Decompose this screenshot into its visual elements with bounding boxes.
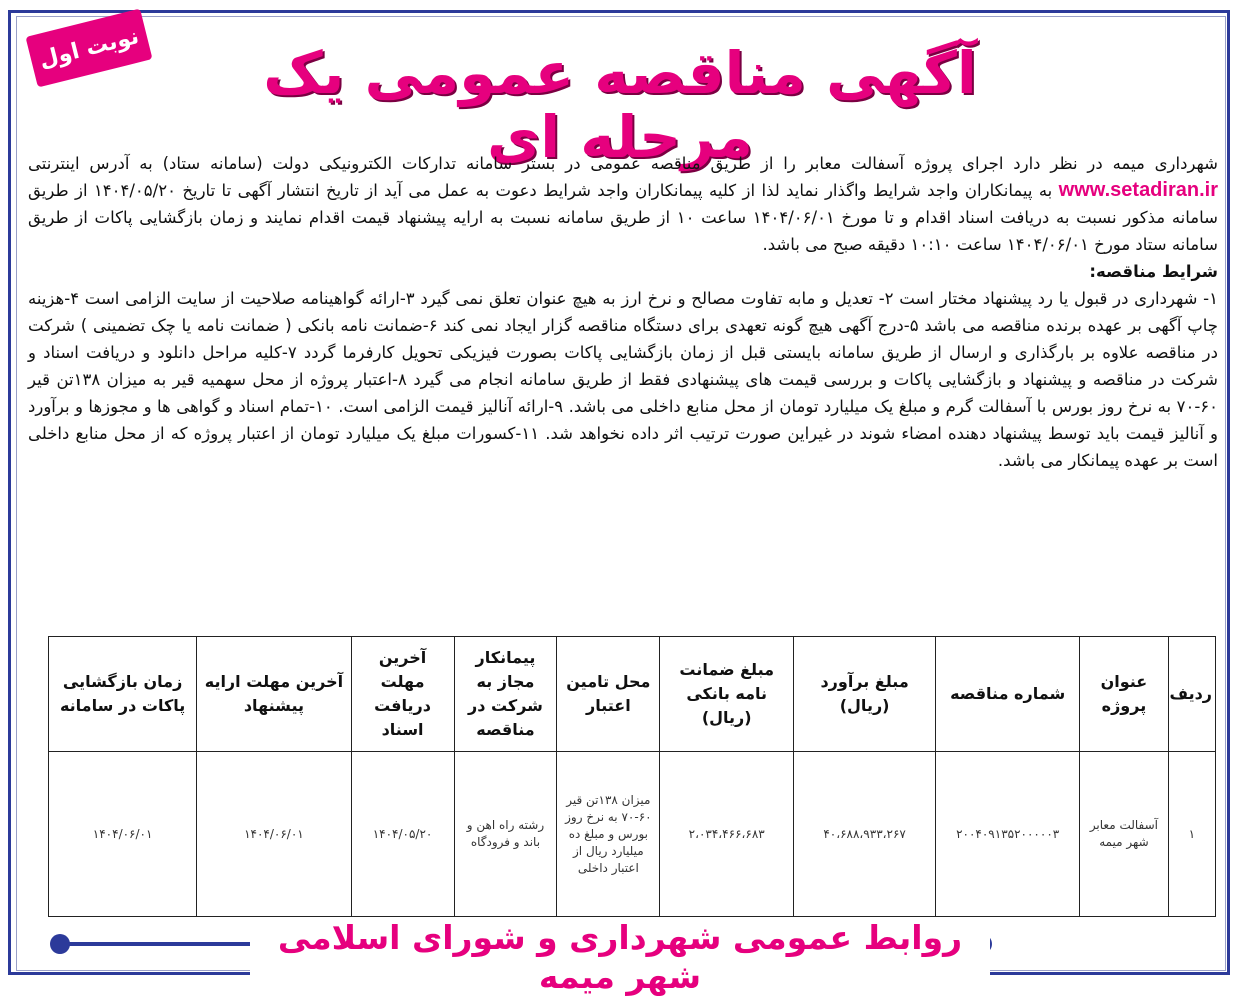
footer-signature: روابط عمومی شهرداری و شورای اسلامی شهر میمه [250,918,990,996]
tender-table [48,636,1216,917]
header-row-number: ردیف [1168,637,1215,752]
header-estimate-amount: مبلغ برآورد (ریال) [794,637,936,752]
cell-row-number: ۱ [1168,752,1215,917]
cell-proposal-deadline: ۱۴۰۴/۰۶/۰۱ [197,752,351,917]
intro-paragraph [28,150,1218,258]
header-opening-time: زمان بازگشایی پاکات در سامانه [49,637,197,752]
website-link[interactable]: www.setadiran.ir [1058,179,1218,201]
ad-title: آگهی مناقصه عمومی یک مرحله ای [263,39,977,171]
cell-funding-source: میزان ۱۳۸تن قیر ۶۰-۷۰ به نرخ روز بورس و مبلغ ده میلیارد ریال از اعتبار داخلی [557,752,660,917]
header-eligible-contractor: پیمانکار مجاز به شرکت در مناقصه [454,637,557,752]
header-guarantee-amount: مبلغ ضمانت نامه بانکی (ریال) [660,637,794,752]
cell-opening-time: ۱۴۰۴/۰۶/۰۱ [49,752,197,917]
conditions-heading: شرایط مناقصه: [1089,262,1218,281]
cell-project-title: آسفالت معابر شهر میمه [1080,752,1169,917]
header-funding-source: محل تامین اعتبار [557,637,660,752]
intro-part-2: به پیمانکاران واجد شرایط واگذار نماید لذا از کلیه پیمانکاران واجد شرایط دعوت به عمل می آید از تاریخ انتشار آگهی تا تاریخ ۱۴۰۴/۰۵/۲۰ از طریق سامانه مذکور نسبت به دریافت اسناد اقدام و تا مورخ ۱۴۰۴/۰۶/۰۱ ساعت ۱۰ از طریق سامانه نسبت به ارایه پیشنهاد قیمت اقدام نمایند و زمان بازگشایی پاکات از طریق سامانه ستاد مورخ ۱۴۰۴/۰۶/۰۱ ساعت ۱۰:۱۰ دقیقه صبح می باشد. [28,181,1218,254]
cell-document-deadline: ۱۴۰۴/۰۵/۲۰ [351,752,454,917]
conditions-paragraph: ۱- شهرداری در قبول یا رد پیشنهاد مختار است ۲- تعدیل و مابه تفاوت مصالح و نرخ ارز به هیچ عنوان تعلق نمی گیرد ۳-ارائه گواهینامه صلاحیت از سایت الزامی است ۴-هزینه چاپ آگهی بر عهده برنده مناقصه می باشد ۵-درج آگهی هیچ گونه تعهدی برای دستگاه مناقصه گزار ایجاد نمی کند ۶-ضمانت نامه بانکی ( ضمانت نامه یا چک تضمینی ) شرکت در مناقصه علاوه بر بارگذاری و ارسال از طریق سامانه بایستی قبل از زمان بازگشایی پاکات بصورت فیزیکی تحویل کارفرما گردد ۷-کلیه مراحل دانلود و دریافت اسناد و شرکت در مناقصه و پیشنهاد و بازگشایی پاکات و بررسی قیمت های پیشنهادی فقط از طریق سامانه انجام می گیرد ۸-اعتبار پروژه از محل سهمیه قیر به میزان ۱۳۸تن قیر ۶۰-۷۰ به نرخ روز بورس با آسفالت گرم و مبلغ یک میلیارد تومان از محل منابع داخلی می باشد. ۹-ارائه آنالیز قیمت الزامی است. ۱۰-تمام اسناد و گواهی ها و مجوزها و برآورد و آنالیز قیمت باید توسط پیشنهاد دهنده امضاء شوند در غیراین صورت ترتیب اثر داده نخواهد شد. ۱۱-کسورات مبلغ یک میلیارد تومان از اعتبار پروژه که از محل منابع داخلی است بر عهده پیمانکار می باشد. [28,289,1219,470]
footer-bullet-left [50,934,70,954]
header-project-title: عنوان پروژه [1080,637,1169,752]
cell-estimate-amount: ۴۰،۶۸۸،۹۳۳،۲۶۷ [794,752,936,917]
header-document-deadline: آخرین مهلت دریافت اسناد [351,637,454,752]
ad-body [28,150,1218,474]
table-header-row [49,637,1216,752]
intro-part-1: شهرداری میمه در نظر دارد اجرای پروژه آسفالت معابر را از طریق مناقصه عمومی در بستر سامانه تدارکات الکترونیکی دولت (سامانه ستاد) به آدرس اینترنتی [28,154,1218,173]
cell-eligible-contractor: رشته راه اهن و باند و فرودگاه [454,752,557,917]
header-proposal-deadline: آخرین مهلت ارایه پیشنهاد [197,637,351,752]
table-row [49,752,1216,917]
header-tender-number: شماره مناقصه [936,637,1080,752]
cell-guarantee-amount: ۲،۰۳۴،۴۶۶،۶۸۳ [660,752,794,917]
publication-round-badge: نوبت اول [25,8,152,87]
cell-tender-number: ۲۰۰۴۰۹۱۳۵۲۰۰۰۰۰۳ [936,752,1080,917]
